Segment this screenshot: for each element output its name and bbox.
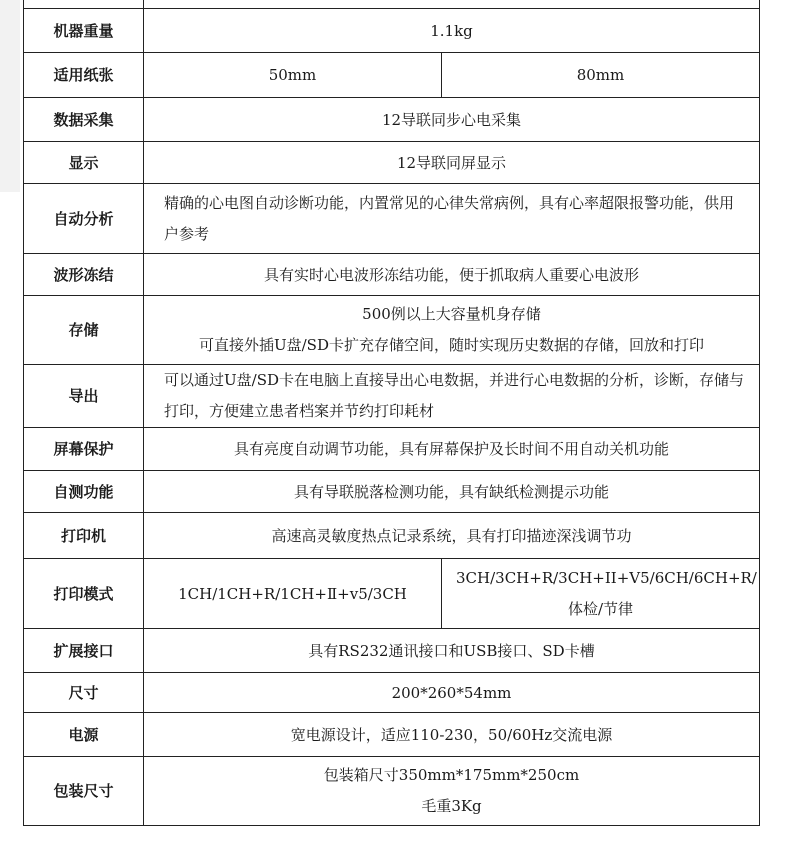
row-value-top <box>144 0 760 9</box>
row-value-storage <box>144 296 760 365</box>
row-value-printmode-2: 3CH/3CH+R/3CH+II+V5/6CH/6CH+R/体检/节律 <box>442 559 760 629</box>
row-label-printer: 打印机 <box>24 513 144 559</box>
row-label-printmode: 打印模式 <box>24 559 144 629</box>
table-row <box>24 0 760 9</box>
row-value-paper-50: 50mm <box>144 53 442 98</box>
table-row <box>24 254 760 296</box>
row-value-interface: 具有RS232通讯接口和USB接口、SD卡槽 <box>144 629 760 673</box>
row-value-selftest: 具有导联脱落检测功能，具有缺纸检测提示功能 <box>144 471 760 513</box>
package-line-1: 包装箱尺寸350mm*175mm*250cm <box>323 766 580 784</box>
row-label-power: 电源 <box>24 713 144 757</box>
row-label-selftest: 自测功能 <box>24 471 144 513</box>
row-label-storage: 存储 <box>24 296 144 365</box>
table-row <box>24 98 760 142</box>
row-value-screensaver: 具有亮度自动调节功能，具有屏幕保护及长时间不用自动关机功能 <box>144 428 760 471</box>
row-value-size: 200*260*54mm <box>144 673 760 713</box>
table-row <box>24 53 760 98</box>
side-strip <box>0 0 20 192</box>
table-row <box>24 513 760 559</box>
row-value-printmode-1: 1CH/1CH+R/1CH+Ⅱ+v5/3CH <box>144 559 442 629</box>
row-value-analysis: 精确的心电图自动诊断功能，内置常见的心律失常病例，具有心率超限报警功能，供用户参考 <box>144 184 760 254</box>
row-value-display: 12导联同屏显示 <box>144 142 760 184</box>
row-label-package: 包装尺寸 <box>24 757 144 826</box>
storage-line-1: 500例以上大容量机身存储 <box>362 305 541 323</box>
spec-table <box>23 0 760 826</box>
table-row <box>24 296 760 365</box>
row-value-acquisition: 12导联同步心电采集 <box>144 98 760 142</box>
row-label-interface: 扩展接口 <box>24 629 144 673</box>
row-value-weight: 1.1kg <box>144 9 760 53</box>
row-value-package <box>144 757 760 826</box>
row-value-export: 可以通过U盘/SD卡在电脑上直接导出心电数据，并进行心电数据的分析，诊断，存储与打印，方便建立患者档案并节约打印耗材 <box>144 365 760 428</box>
package-line-2: 毛重3Kg <box>421 797 482 815</box>
table-row <box>24 757 760 826</box>
row-value-printer: 高速高灵敏度热点记录系统，具有打印描迹深浅调节功 <box>144 513 760 559</box>
row-label-size: 尺寸 <box>24 673 144 713</box>
table-row <box>24 428 760 471</box>
table-row <box>24 184 760 254</box>
row-value-paper-80: 80mm <box>442 53 760 98</box>
table-row <box>24 365 760 428</box>
table-row <box>24 559 760 629</box>
row-value-freeze: 具有实时心电波形冻结功能，便于抓取病人重要心电波形 <box>144 254 760 296</box>
storage-line-2: 可直接外插U盘/SD卡扩充存储空间，随时实现历史数据的存储，回放和打印 <box>198 336 704 354</box>
row-label-screensaver: 屏幕保护 <box>24 428 144 471</box>
table-row <box>24 629 760 673</box>
table-row <box>24 673 760 713</box>
table-row <box>24 142 760 184</box>
row-label-analysis: 自动分析 <box>24 184 144 254</box>
table-row <box>24 713 760 757</box>
row-label-display: 显示 <box>24 142 144 184</box>
row-label-freeze: 波形冻结 <box>24 254 144 296</box>
row-label-acquisition: 数据采集 <box>24 98 144 142</box>
row-label-top <box>24 0 144 9</box>
table-row <box>24 9 760 53</box>
row-label-paper: 适用纸张 <box>24 53 144 98</box>
row-label-weight: 机器重量 <box>24 9 144 53</box>
row-label-export: 导出 <box>24 365 144 428</box>
row-value-power: 宽电源设计，适应110-230，50/60Hz交流电源 <box>144 713 760 757</box>
table-row <box>24 471 760 513</box>
